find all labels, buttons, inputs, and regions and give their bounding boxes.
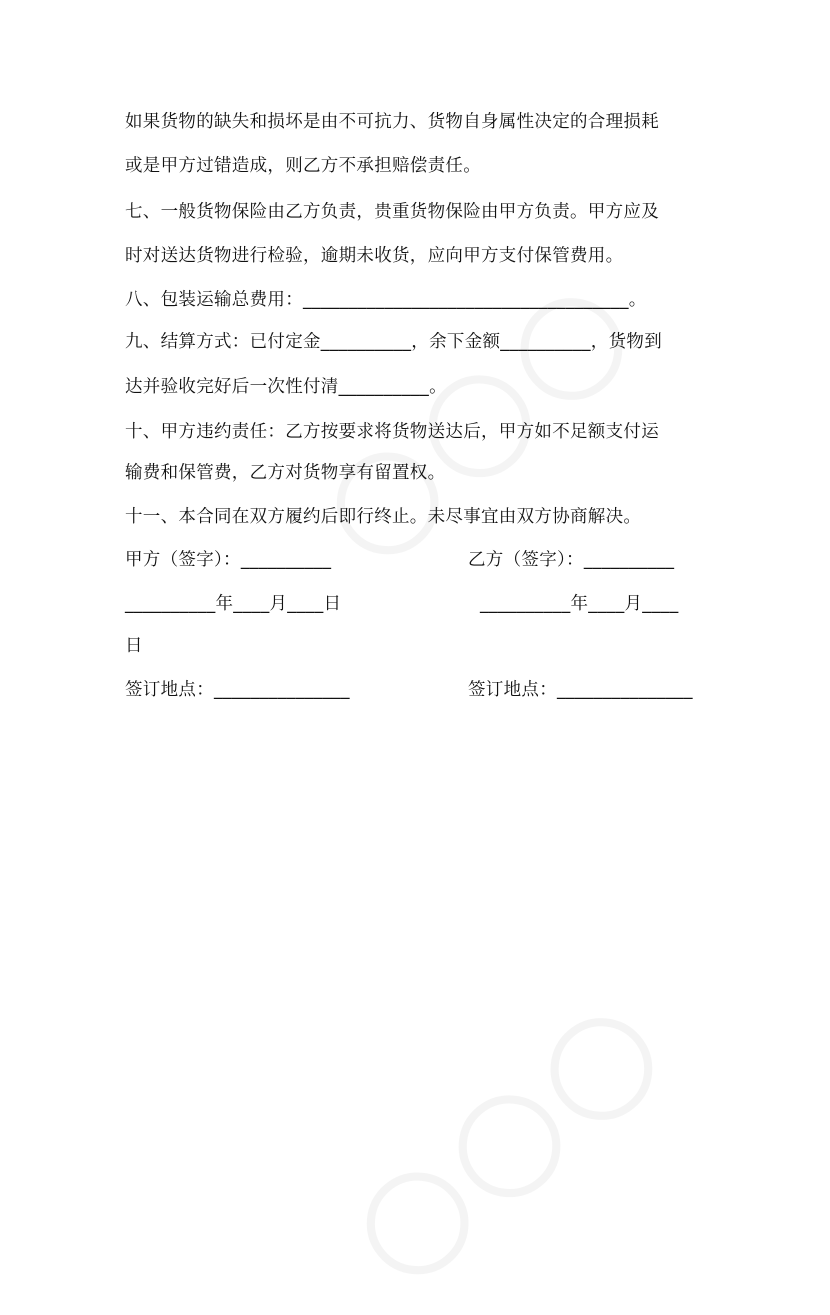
party-a-date: __________年____月____日 (125, 594, 342, 614)
clause-8-line: 八、包装运输总费用：____________________________________。 (125, 290, 647, 310)
clause-10-line: 输费和保管费，乙方对货物享有留置权。 (125, 463, 446, 483)
watermark (321, 963, 698, 1315)
clause-7-line: 七、一般货物保险由乙方负责，贵重货物保险由甲方负责。甲方应及 (125, 202, 659, 222)
clause-9-line: 九、结算方式：已付定金__________，余下金额__________，货物到 (125, 332, 662, 352)
party-b-date: __________年____月____ (480, 594, 679, 614)
party-b-signature: 乙方（签字）：__________ (468, 550, 675, 570)
clause-10-line: 十、甲方违约责任：乙方按要求将货物送达后，甲方如不足额支付运 (125, 422, 659, 442)
clause-7-line: 时对送达货物进行检验，逾期未收货，应向甲方支付保管费用。 (125, 246, 624, 266)
party-b-date-day: 日 (125, 636, 143, 656)
clause-text-line: 如果货物的缺失和损坏是由不可抗力、货物自身属性决定的合理损耗 (125, 112, 659, 132)
clause-11-line: 十一、本合同在双方履约后即行终止。未尽事宜由双方协商解决。 (125, 507, 642, 527)
party-b-place: 签订地点：_______________ (468, 680, 693, 700)
clause-9-line: 达并验收完好后一次性付清__________。 (125, 377, 447, 397)
clause-text-line: 或是甲方过错造成，则乙方不承担赔偿责任。 (125, 156, 481, 176)
party-a-place: 签订地点：_______________ (125, 680, 350, 700)
party-a-signature: 甲方（签字）：__________ (125, 550, 332, 570)
